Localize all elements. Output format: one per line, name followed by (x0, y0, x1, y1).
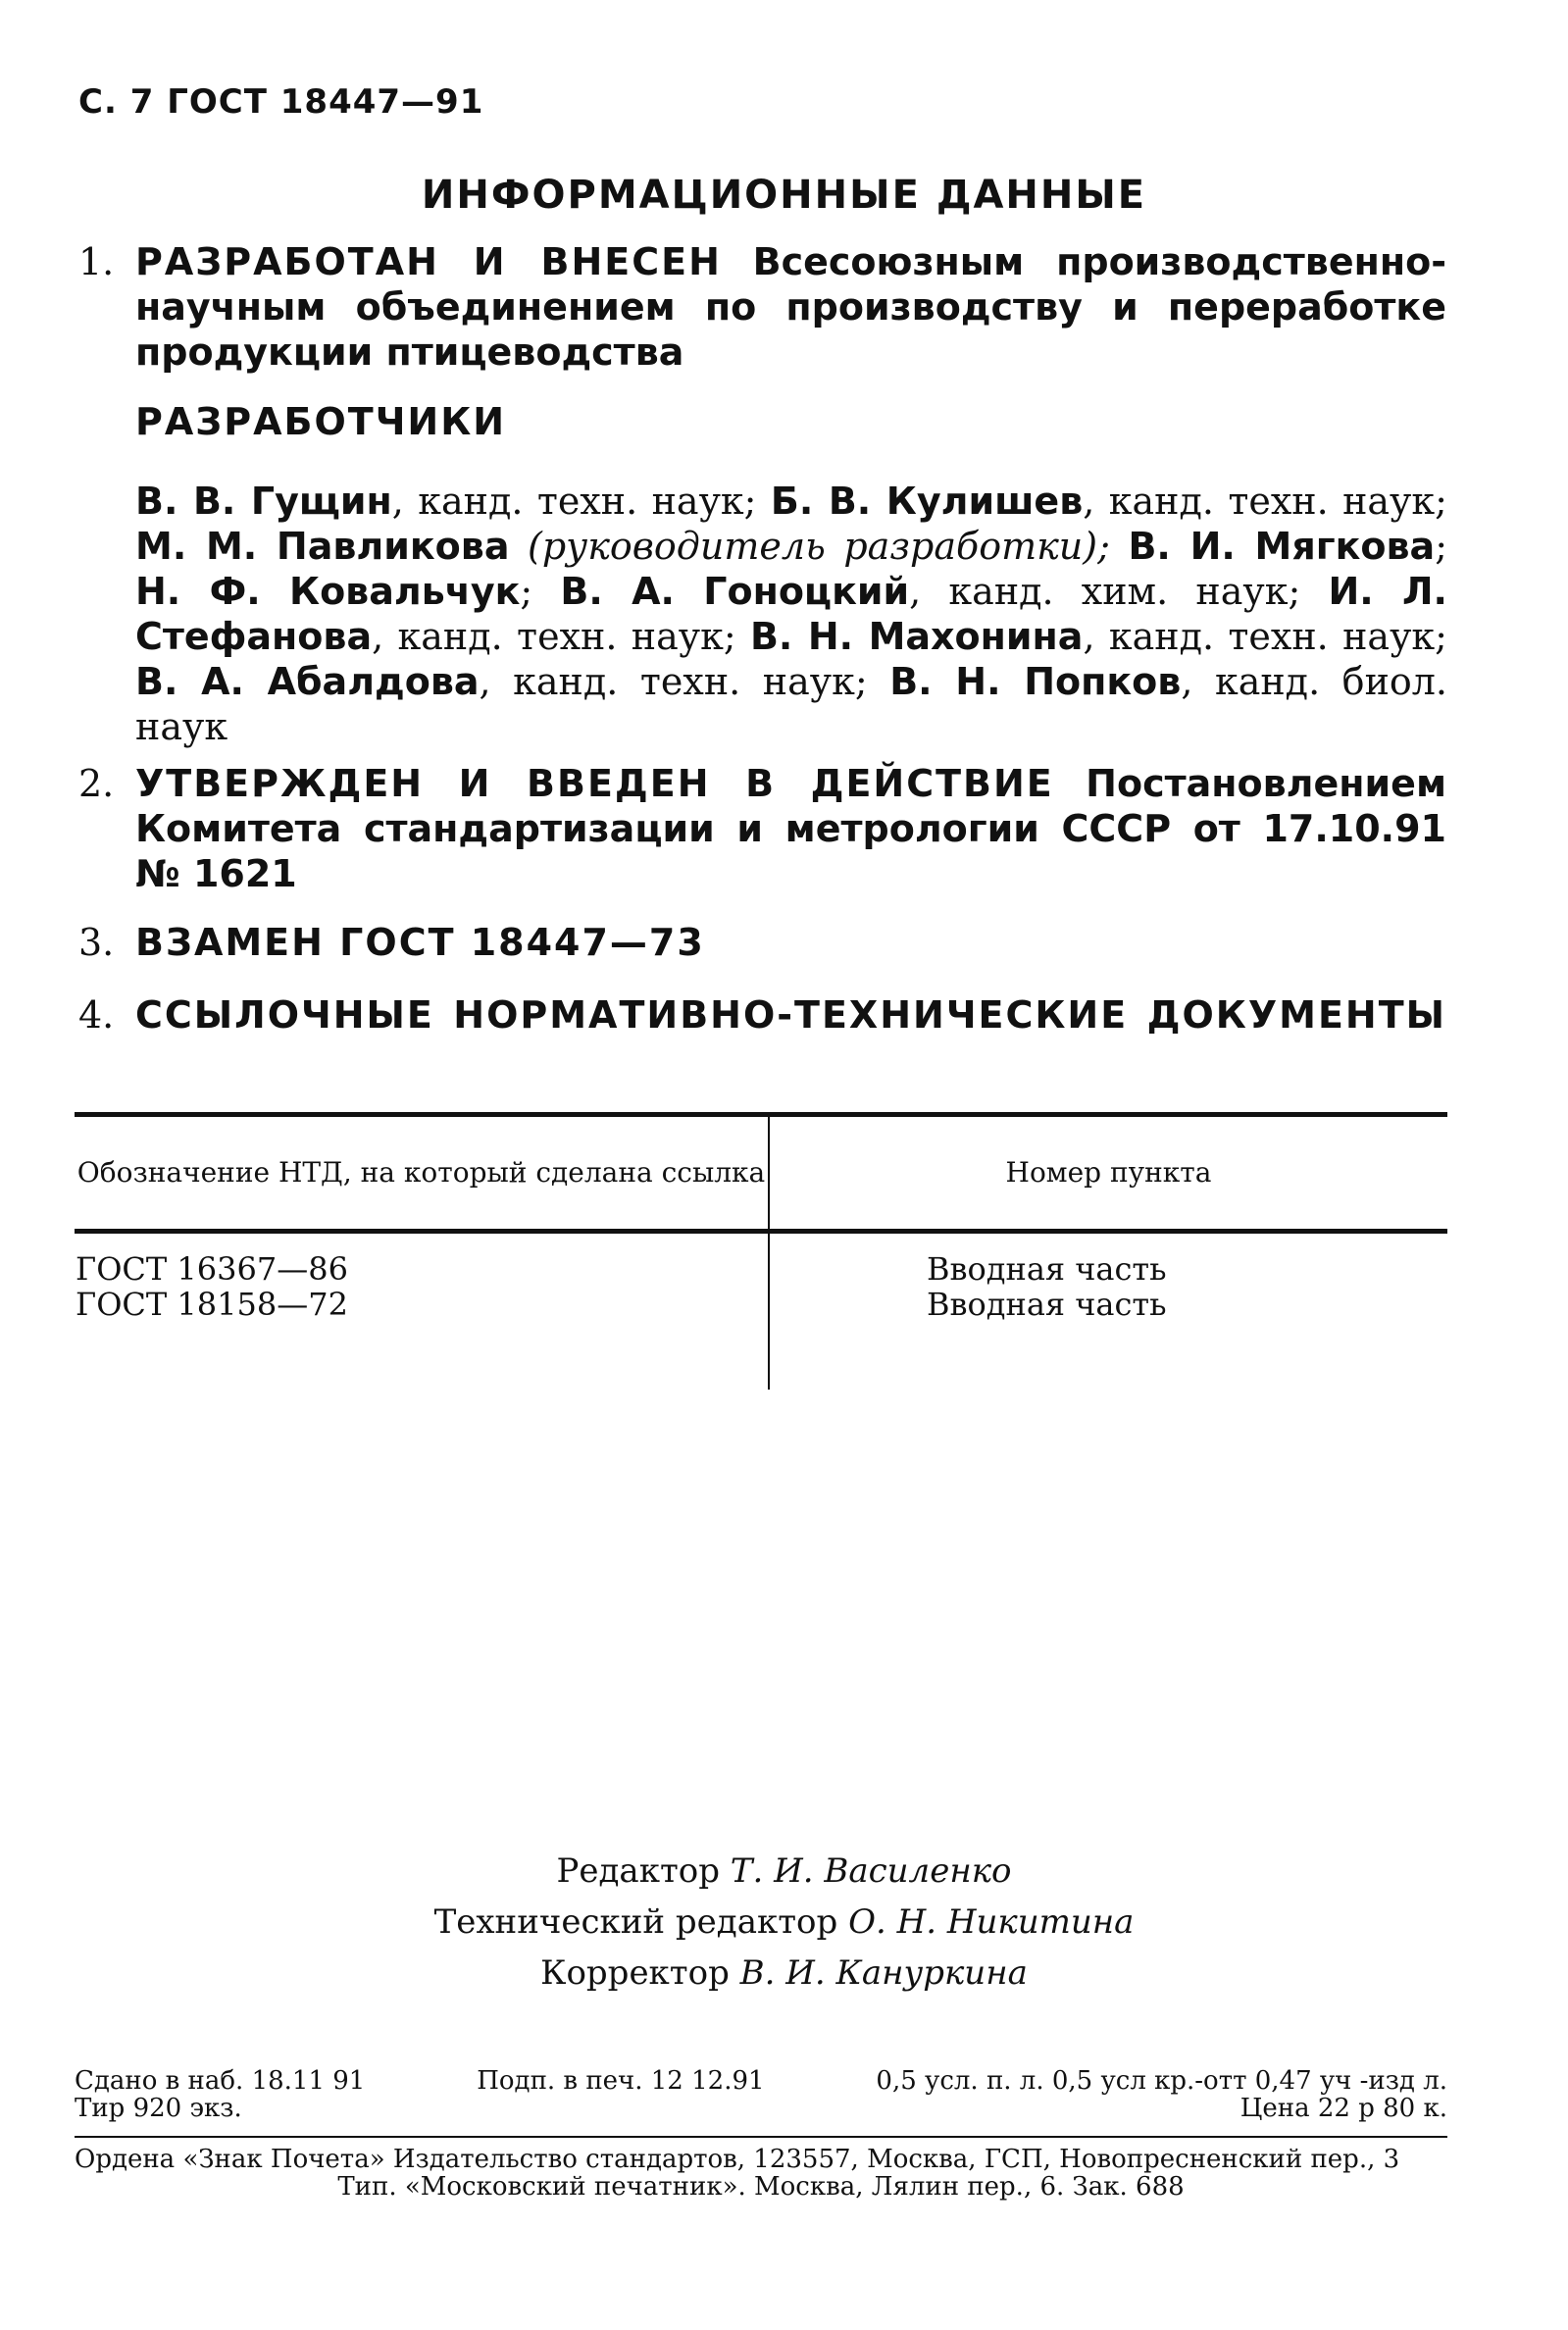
credit-role: Редактор (556, 1851, 720, 1891)
clause-number: Вводная часть (927, 1286, 1167, 1323)
developer-name: В. Н. Махонина (749, 615, 1084, 658)
developer-name: Н. Ф. Ковальчук (135, 570, 521, 613)
developers-heading: РАЗРАБОТЧИКИ (135, 400, 507, 443)
developer-note: , канд. хим. наук; (909, 570, 1329, 613)
imprint-line-1 (75, 2067, 1447, 2095)
printer-line: Тип. «Московский печатник». Москва, Лялин пер., 6. Зак. 688 (337, 2172, 1185, 2202)
developer-name: В. И. Мягкова (1128, 525, 1436, 568)
credit-role: Технический редактор (433, 1902, 838, 1942)
credit-line (0, 1846, 1568, 1897)
section-4 (78, 992, 1446, 1038)
credit-name: Т. И. Василенко (730, 1851, 1012, 1891)
developer-name: В. Н. Попков (889, 660, 1182, 703)
developer-name: В. А. Гоноцкий (560, 570, 910, 613)
section-number: 4. (78, 993, 115, 1037)
clause-number: Вводная часть (927, 1250, 1167, 1288)
table-row (75, 1232, 1447, 1391)
credit-role: Корректор (540, 1953, 730, 1993)
document-cell (75, 1232, 769, 1391)
document-designation: ГОСТ 16367—86 (76, 1250, 348, 1288)
divider (75, 2136, 1447, 2138)
section-number: 1. (78, 240, 115, 283)
credit-line (0, 1948, 1568, 1999)
publisher-info (75, 2146, 1447, 2201)
developer-note: (руководитель разработки); (509, 525, 1129, 568)
developer-name: В. В. Гущин (135, 480, 392, 523)
imprint-signed: Подп. в печ. 12 12.91 (477, 2066, 765, 2096)
section-1 (78, 239, 1446, 375)
section-number: 3. (78, 921, 115, 964)
table-header-row (75, 1115, 1447, 1232)
column-header-document: Обозначение НТД, на который сделана ссылка (75, 1115, 769, 1232)
section-text: Постановлением Комитета стандартизации и метрологии СССР от 17.10.91 № 1621 (135, 762, 1446, 895)
reference-table (75, 1112, 1447, 1390)
imprint-typeset: Сдано в наб. 18.11 91 (75, 2066, 366, 2096)
imprint-circulation: Тир 920 экз. (75, 2094, 242, 2123)
developer-note: ; (520, 570, 561, 613)
credits (0, 1846, 1568, 1999)
section-text: Всесоюзным производственно-научным объединением по производству и переработке продукции птицеводства (135, 240, 1446, 374)
developer-name: И. Л. Стефанова (135, 570, 1447, 658)
column-header-clause: Номер пункта (769, 1115, 1447, 1232)
section-label: ССЫЛОЧНЫЕ НОРМАТИВНО-ТЕХНИЧЕСКИЕ ДОКУМЕНТЫ (135, 993, 1446, 1037)
section-number: 2. (78, 762, 115, 805)
developer-name: Б. В. Кулишев (770, 480, 1084, 523)
credit-name: В. И. Кануркина (739, 1953, 1028, 1993)
developer-note: ; (1435, 525, 1447, 568)
credit-name: О. Н. Никитина (848, 1902, 1135, 1942)
developer-note: , канд. техн. наук; (372, 615, 750, 658)
page-header: С. 7 ГОСТ 18447—91 (78, 82, 484, 122)
publisher-line: Ордена «Знак Почета» Издательство стандартов, 123557, Москва, ГСП, Новопресненский пер., 3 (75, 2145, 1400, 2174)
imprint-price: Цена 22 р 80 к. (1239, 2094, 1447, 2123)
section-2 (78, 761, 1446, 896)
developer-note: , канд. техн. наук; (1083, 615, 1447, 658)
print-imprint (75, 2067, 1447, 2122)
section-label: ВЗАМЕН ГОСТ 18447—73 (135, 921, 705, 964)
section-label: РАЗРАБОТАН И ВНЕСЕН (135, 240, 722, 283)
developer-name: В. А. Абалдова (135, 660, 480, 703)
developer-note: , канд. техн. наук; (391, 480, 771, 523)
document-designation: ГОСТ 18158—72 (76, 1286, 348, 1323)
developers-list (135, 479, 1447, 749)
developer-name: М. М. Павликова (135, 525, 510, 568)
section-label: УТВЕРЖДЕН И ВВЕДЕН В ДЕЙСТВИЕ (135, 762, 1054, 805)
page-title: ИНФОРМАЦИОННЫЕ ДАННЫЕ (421, 173, 1147, 218)
developer-note: , канд. техн. наук; (1083, 480, 1447, 523)
imprint-line-2 (75, 2095, 1447, 2122)
section-3 (78, 920, 1446, 965)
clause-cell (769, 1232, 1447, 1391)
developer-note: , канд. техн. наук; (479, 660, 890, 703)
imprint-volume: 0,5 усл. п. л. 0,5 усл кр.-отт 0,47 уч -изд л. (876, 2066, 1447, 2096)
developer-note: , канд. биол. наук (135, 660, 1447, 748)
credit-line (0, 1897, 1568, 1948)
